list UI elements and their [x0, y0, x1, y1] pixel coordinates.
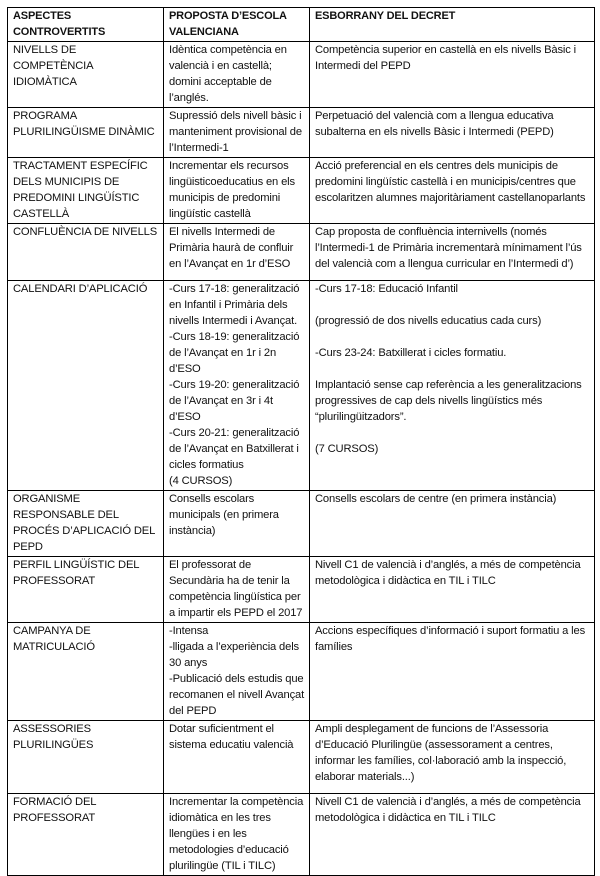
table-row — [8, 108, 595, 158]
cell-proposal — [164, 281, 310, 491]
cell-paragraph: -Curs 19-20: generalització de l’Avançat en 3r i 4t d’ESO — [169, 379, 300, 423]
table-header — [8, 8, 595, 42]
header-aspects: ASPECTES CONTROVERTITS — [8, 8, 164, 42]
paragraph-gap — [315, 425, 590, 441]
cell-decree — [310, 108, 595, 158]
cell-paragraph: Accions específiques d’informació i suport formatiu a les famílies — [315, 625, 586, 653]
cell-proposal — [164, 623, 310, 721]
cell-proposal — [164, 557, 310, 623]
paragraph-gap — [315, 361, 590, 377]
cell-proposal — [164, 794, 310, 876]
cell-paragraph: Incrementar els recursos lingüisticoeducatius en els municipis de predomini lingüístic castellà — [169, 160, 295, 220]
cell-aspect: CAMPANYA DE MATRICULACIÓ — [8, 623, 164, 721]
cell-paragraph: Consells escolars de centre (en primera instància) — [315, 493, 557, 505]
cell-paragraph: -Curs 17-18: generalització en Infantil i Primària dels nivells Intermedi i Avançat. — [169, 283, 300, 327]
cell-paragraph: Nivell C1 de valencià i d’anglés, a més de competència metodològica i didàctica en TIL i TILC — [315, 559, 581, 587]
table-row — [8, 42, 595, 108]
paragraph-gap — [315, 297, 590, 313]
cell-paragraph: -Curs 23-24: Batxillerat i cicles formatiu. — [315, 347, 507, 359]
cell-proposal — [164, 108, 310, 158]
cell-paragraph: Idèntica competència en valencià i en castellà; domini acceptable de l’anglés. — [169, 44, 287, 104]
cell-paragraph: El nivells Intermedi de Primària haurà de confluir en l’Avançat en 1r d’ESO — [169, 226, 294, 270]
cell-proposal — [164, 491, 310, 557]
cell-decree — [310, 794, 595, 876]
cell-decree — [310, 281, 595, 491]
table-row — [8, 224, 595, 281]
cell-paragraph: -Intensa — [169, 625, 209, 637]
cell-aspect: ASSESSORIES PLURILINGÜES — [8, 721, 164, 794]
header-proposal: PROPOSTA D’ESCOLA VALENCIANA — [164, 8, 310, 42]
cell-proposal — [164, 721, 310, 794]
table-row — [8, 491, 595, 557]
cell-paragraph: Competència superior en castellà en els nivells Bàsic i Intermedi del PEPD — [315, 44, 577, 72]
cell-aspect: NIVELLS DE COMPETÈNCIA IDIOMÀTICA — [8, 42, 164, 108]
table-row — [8, 721, 595, 794]
cell-decree — [310, 557, 595, 623]
cell-aspect: CONFLUÈNCIA DE NIVELLS — [8, 224, 164, 281]
cell-aspect: FORMACIÓ DEL PROFESSORAT — [8, 794, 164, 876]
cell-decree — [310, 224, 595, 281]
cell-aspect: CALENDARI D’APLICACIÓ — [8, 281, 164, 491]
cell-paragraph: -Curs 17-18: Educació Infantil — [315, 283, 458, 295]
cell-paragraph: Perpetuació del valencià com a llengua educativa subalterna en els nivells Bàsic i Intermedi (PEPD) — [315, 110, 554, 138]
cell-proposal — [164, 158, 310, 224]
table-row — [8, 158, 595, 224]
table-row — [8, 557, 595, 623]
cell-paragraph: (progressió de dos nivells educatius cada curs) — [315, 315, 542, 327]
cell-paragraph: -lligada a l’experiència dels 30 anys — [169, 641, 299, 669]
cell-paragraph: Dotar suficientment el sistema educatiu valencià — [169, 723, 294, 751]
cell-aspect: PERFIL LINGÜÍSTIC DEL PROFESSORAT — [8, 557, 164, 623]
table-body — [8, 42, 595, 876]
cell-paragraph: (7 CURSOS) — [315, 443, 379, 455]
cell-paragraph: Implantació sense cap referència a les generalitzacions progressives de cap dels nivells lingüístics més “plurilingüitzadors”. — [315, 379, 582, 423]
cell-paragraph: -Curs 18-19: generalització de l’Avançat en 1r i 2n d’ESO — [169, 331, 300, 375]
cell-proposal — [164, 224, 310, 281]
cell-aspect: TRACTAMENT ESPECÍFIC DELS MUNICIPIS DE PREDOMINI LINGÜÍSTIC CASTELLÀ — [8, 158, 164, 224]
cell-decree — [310, 42, 595, 108]
cell-paragraph: Nivell C1 de valencià i d’anglés, a més de competència metodològica i didàctica en TIL i TILC — [315, 796, 581, 824]
cell-paragraph: Supressió dels nivell bàsic i manteniment provisional de l’Intermedi-1 — [169, 110, 302, 154]
cell-paragraph: Incrementar la competència idiomàtica en les tres llengües i en les metodologies d’educació plurilingüe (TIL i TILC) — [169, 796, 304, 872]
cell-paragraph: Acció preferencial en els centres dels municipis de predomini lingüístic castellà i en municipis/centres que escolaritzen alumnes majoritàriament castellanoparlants — [315, 160, 586, 204]
cell-decree — [310, 623, 595, 721]
cell-paragraph: Cap proposta de confluència internivells (només l’Intermedi-1 de Primària incrementarà mínimament l’ús del valencià com a llengua curricular en l’Intermedi d’) — [315, 226, 582, 270]
cell-paragraph: Consells escolars municipals (en primera instància) — [169, 493, 279, 537]
cell-decree — [310, 721, 595, 794]
cell-decree — [310, 158, 595, 224]
cell-paragraph: Ampli desplegament de funcions de l’Assessoria d’Educació Plurilingüe (assessorament a centres, informar les famílies, col·laboració amb la inspecció, elaborar materials...) — [315, 723, 567, 783]
cell-paragraph: (4 CURSOS) — [169, 475, 233, 487]
paragraph-gap — [315, 329, 590, 345]
cell-decree — [310, 491, 595, 557]
table-row — [8, 794, 595, 876]
cell-proposal — [164, 42, 310, 108]
table-row — [8, 623, 595, 721]
cell-paragraph: -Curs 20-21: generalització de l’Avançat en Batxillerat i cicles formatius — [169, 427, 300, 471]
header-decree: ESBORRANY DEL DECRET — [310, 8, 595, 42]
cell-paragraph: -Publicació dels estudis que recomanen el nivell Avançat del PEPD — [169, 673, 305, 717]
cell-aspect: PROGRAMA PLURILINGÜISME DINÀMIC — [8, 108, 164, 158]
cell-paragraph: El professorat de Secundària ha de tenir la competència lingüística per a impartir els PEPD el 2017 — [169, 559, 303, 619]
table-row — [8, 281, 595, 491]
cell-aspect: ORGANISME RESPONSABLE DEL PROCÉS D’APLICACIÓ DEL PEPD — [8, 491, 164, 557]
header-row — [8, 8, 595, 42]
comparison-table — [7, 7, 595, 876]
